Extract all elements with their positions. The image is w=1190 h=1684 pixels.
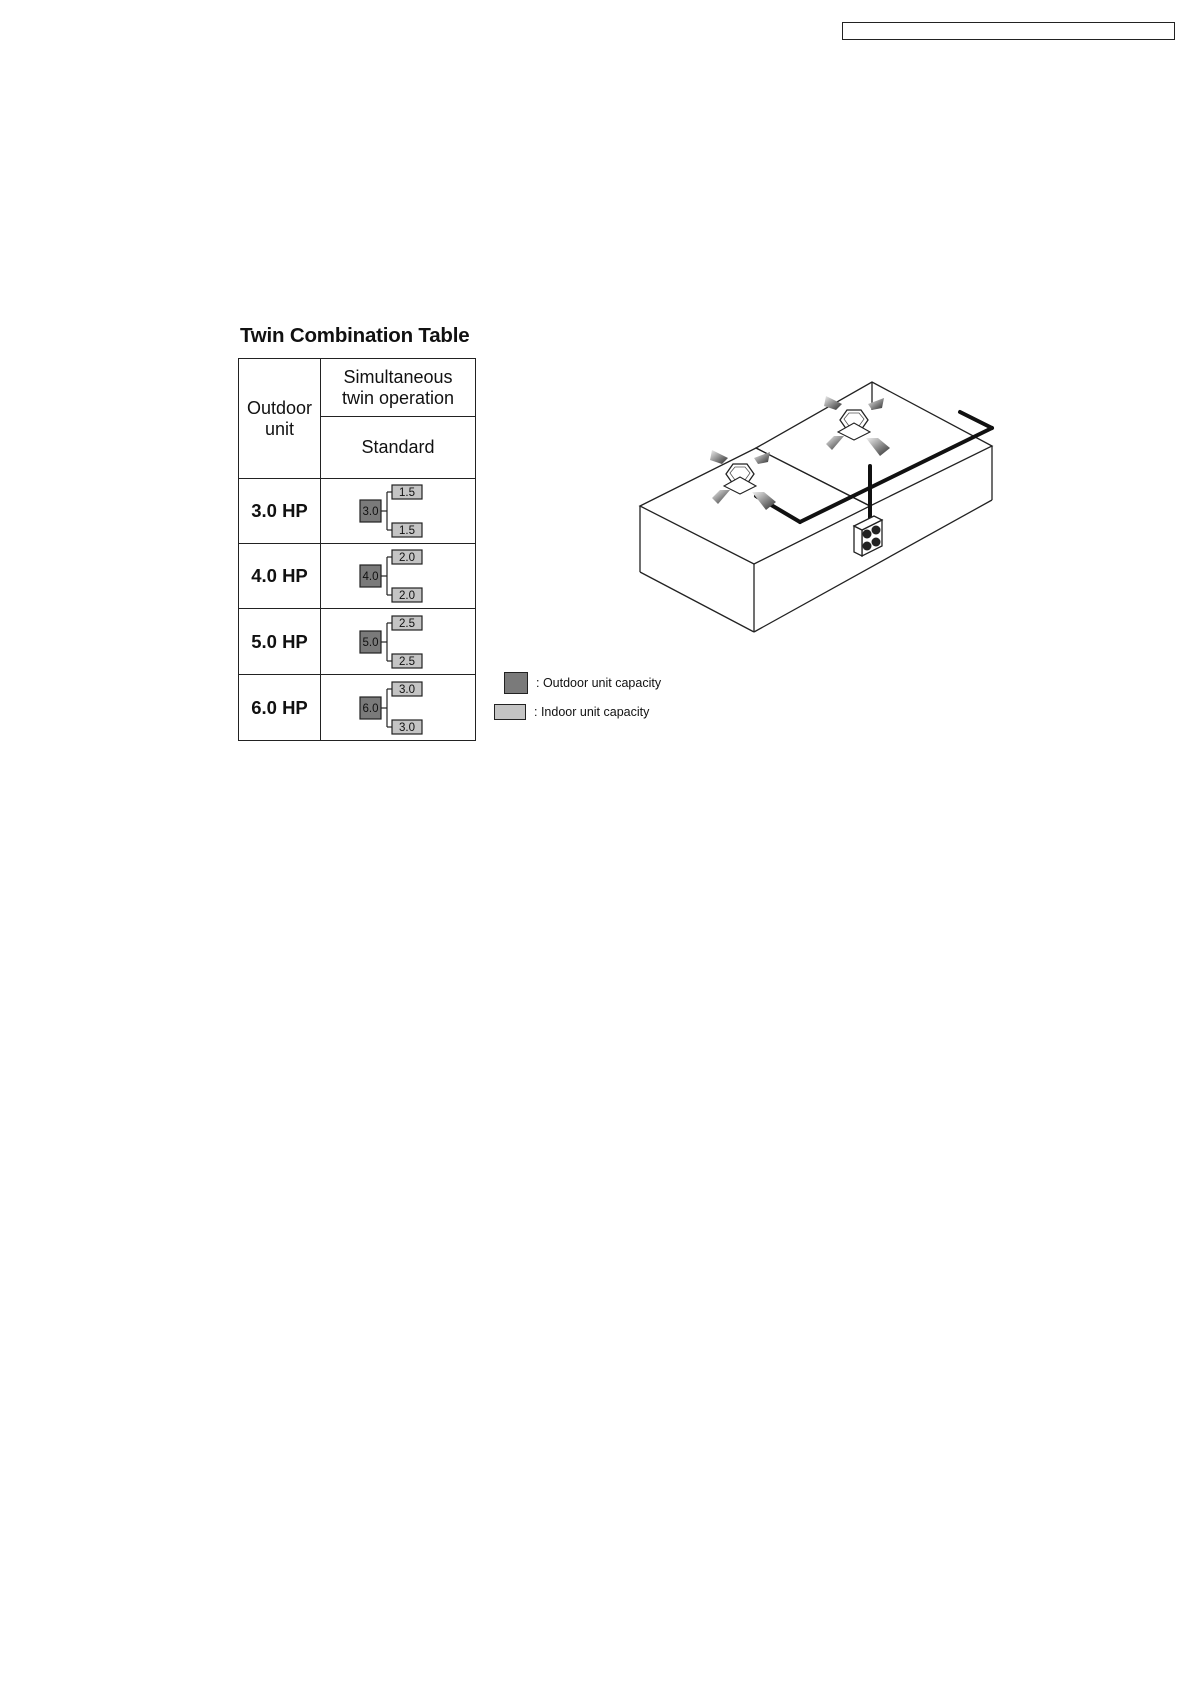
outdoor-capacity-value: 6.0 bbox=[362, 702, 379, 715]
indoor-capacity-value-top: 2.5 bbox=[399, 617, 415, 630]
indoor-capacity-value-top: 3.0 bbox=[399, 683, 415, 696]
combination-diagram bbox=[321, 544, 476, 608]
combination-cell bbox=[321, 675, 476, 741]
outdoor-capacity-value: 3.0 bbox=[362, 506, 379, 518]
combination-cell bbox=[321, 479, 476, 544]
standard-header: Standard bbox=[321, 417, 476, 479]
combination-cell bbox=[321, 609, 476, 675]
hp-cell: 4.0 HP bbox=[239, 544, 321, 609]
legend-indoor-label: : Indoor unit capacity bbox=[534, 705, 650, 719]
outdoor-capacity-value: 4.0 bbox=[362, 571, 379, 583]
simultaneous-operation-header: Simultaneous twin operation bbox=[321, 359, 476, 417]
table-row bbox=[239, 544, 476, 609]
indoor-unit-right bbox=[824, 396, 890, 456]
indoor-swatch bbox=[494, 704, 526, 720]
table-title: Twin Combination Table bbox=[240, 324, 470, 347]
table-row bbox=[239, 479, 476, 544]
combination-diagram bbox=[321, 479, 476, 543]
indoor-unit-left bbox=[710, 450, 776, 510]
branch-lines bbox=[381, 492, 392, 530]
hp-cell: 3.0 HP bbox=[239, 479, 321, 544]
indoor-capacity-value-bottom: 2.5 bbox=[399, 655, 415, 668]
hp-cell: 6.0 HP bbox=[239, 675, 321, 741]
outdoor-capacity-value: 5.0 bbox=[362, 636, 379, 649]
branch-lines bbox=[381, 623, 392, 661]
table-row bbox=[239, 675, 476, 741]
indoor-capacity-value-top: 2.0 bbox=[399, 552, 415, 564]
legend-outdoor-label: : Outdoor unit capacity bbox=[536, 676, 662, 690]
indoor-capacity-value-bottom: 1.5 bbox=[399, 525, 415, 537]
branch-lines bbox=[381, 689, 392, 727]
header-frame bbox=[842, 22, 1175, 40]
table-row bbox=[239, 609, 476, 675]
legend-outdoor bbox=[504, 672, 661, 694]
outdoor-unit bbox=[854, 516, 882, 556]
branch-lines bbox=[381, 557, 392, 595]
combination-diagram bbox=[321, 676, 476, 740]
legend-indoor bbox=[494, 704, 649, 720]
hp-cell: 5.0 HP bbox=[239, 609, 321, 675]
twin-installation-diagram bbox=[628, 370, 1008, 650]
outdoor-unit-header: Outdoor unit bbox=[239, 359, 321, 479]
indoor-capacity-value-top: 1.5 bbox=[399, 487, 415, 499]
combination-diagram bbox=[321, 610, 476, 674]
twin-combination-table bbox=[238, 358, 476, 741]
outdoor-swatch bbox=[504, 672, 528, 694]
indoor-capacity-value-bottom: 3.0 bbox=[399, 721, 415, 734]
combination-cell bbox=[321, 544, 476, 609]
indoor-capacity-value-bottom: 2.0 bbox=[399, 590, 415, 602]
